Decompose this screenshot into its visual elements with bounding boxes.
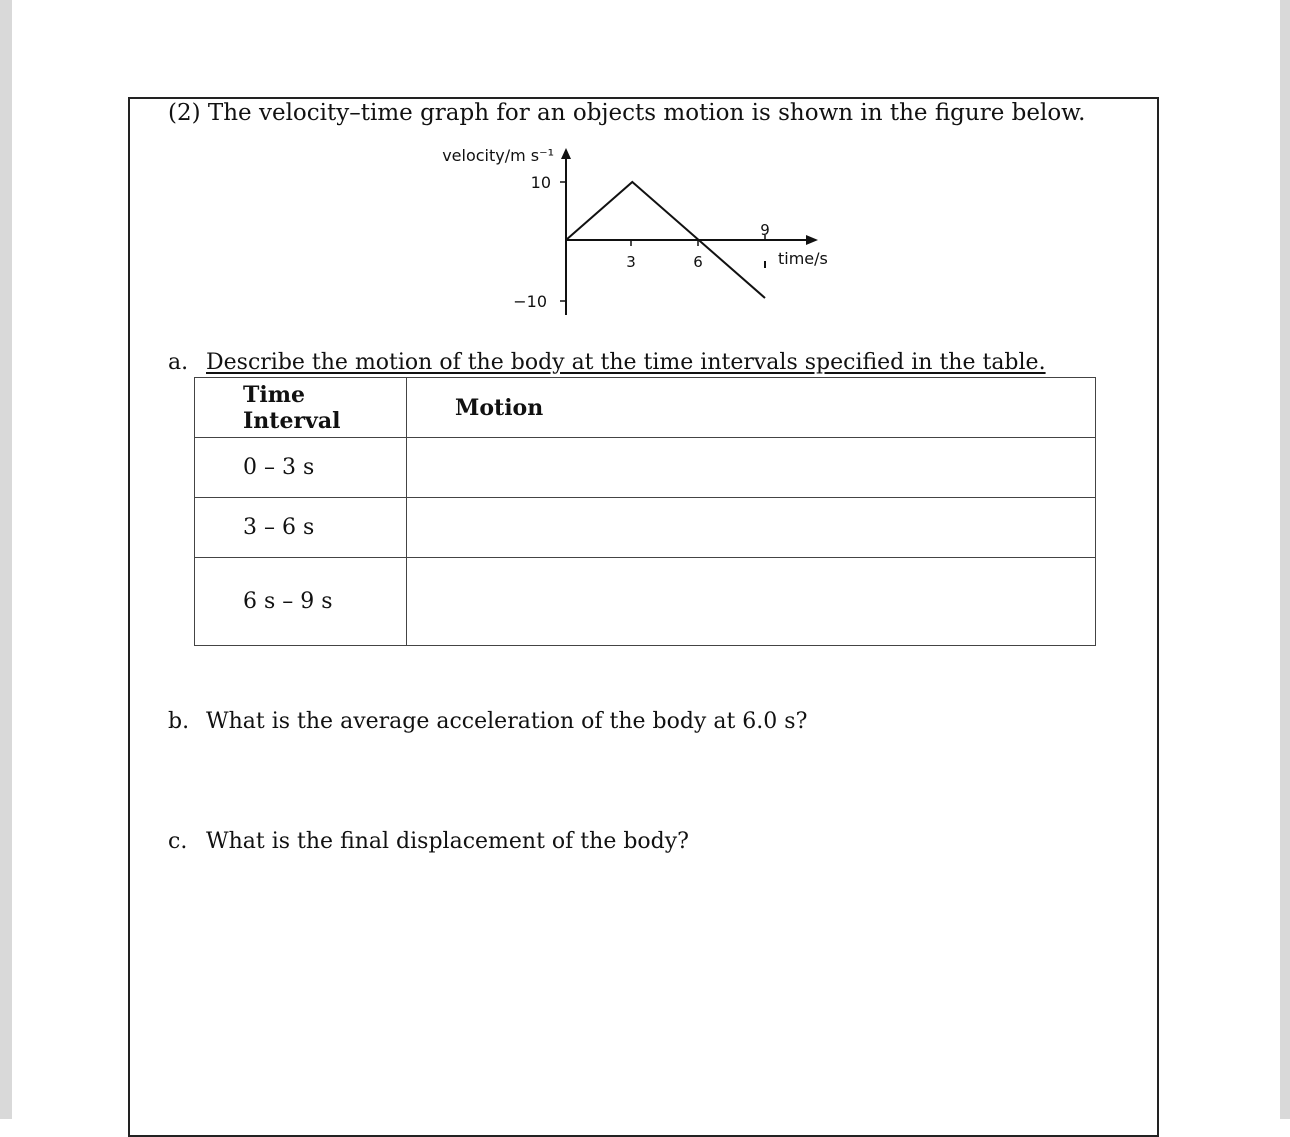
x-axis-label: time/s: [778, 249, 828, 268]
velocity-time-chart: [430, 140, 850, 325]
part-a-text: Describe the motion of the body at the time intervals specified in the table.: [206, 350, 1046, 375]
interval-cell: 0 – 3 s: [195, 438, 407, 498]
header-interval-label: Interval: [243, 407, 341, 434]
header-time-label: Time: [243, 381, 306, 408]
table-header-row: [195, 378, 1096, 438]
header-motion: Motion: [407, 378, 1096, 438]
part-b-text: What is the average acceleration of the body at 6.0 s?: [206, 709, 808, 734]
motion-answer-cell[interactable]: [407, 558, 1096, 646]
part-c: [168, 829, 689, 854]
question-title: (2) The velocity–time graph for an objects motion is shown in the figure below.: [168, 100, 1086, 126]
y-axis-label: velocity/m s⁻¹: [442, 146, 554, 165]
y-axis-arrow: [561, 148, 571, 159]
x-axis-arrow: [806, 235, 818, 245]
y-tick-label-neg10: −10: [513, 292, 547, 311]
part-a-label: a.: [168, 350, 189, 375]
part-b: [168, 709, 807, 734]
interval-cell: 3 – 6 s: [195, 498, 407, 558]
header-time-interval: [195, 378, 407, 438]
part-c-text: What is the final displacement of the body?: [206, 829, 689, 854]
x-tick-label-6: 6: [693, 253, 703, 271]
page-gutter-left: [0, 0, 12, 1119]
motion-table: [194, 377, 1096, 646]
table-row: [195, 498, 1096, 558]
interval-cell: 6 s – 9 s: [195, 558, 407, 646]
x-tick-label-9: 9: [760, 221, 770, 239]
motion-answer-cell[interactable]: [407, 438, 1096, 498]
page-gutter-right: [1280, 0, 1290, 1119]
x-tick-label-3: 3: [626, 253, 636, 271]
table-row: [195, 558, 1096, 646]
table-row: [195, 438, 1096, 498]
y-tick-label-10: 10: [530, 173, 551, 192]
part-b-label: b.: [168, 709, 190, 734]
part-c-label: c.: [168, 829, 188, 854]
motion-answer-cell[interactable]: [407, 498, 1096, 558]
part-a: [168, 350, 1046, 375]
